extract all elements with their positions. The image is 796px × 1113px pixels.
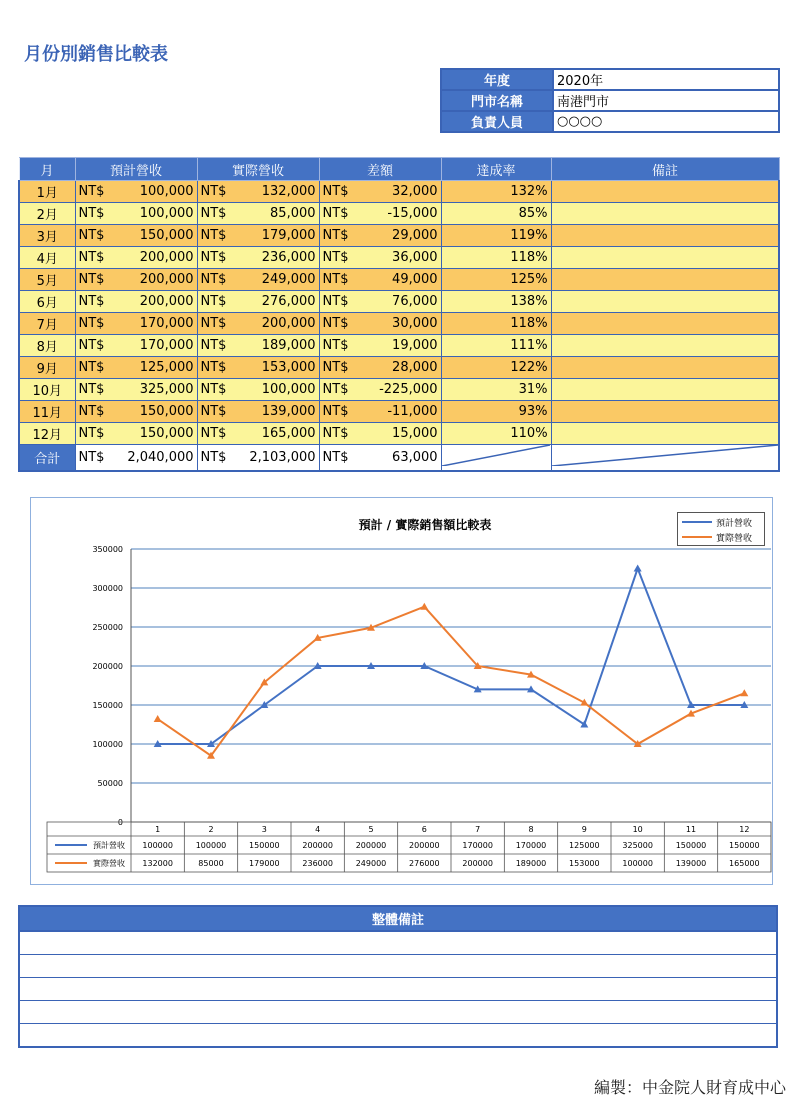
- rate-cell: 119%: [441, 225, 551, 247]
- actual-cell: 85,000: [233, 203, 319, 225]
- diff-cell: 30,000: [355, 313, 441, 335]
- note-cell[interactable]: [551, 225, 779, 247]
- month-cell: 9月: [19, 357, 75, 379]
- table-row: [19, 357, 779, 379]
- plan-cell: 170,000: [111, 335, 197, 357]
- remark-line[interactable]: [19, 978, 777, 1001]
- currency-label: NT$: [75, 247, 111, 269]
- actual-cell: 100,000: [233, 379, 319, 401]
- x-tick-label: 3: [261, 825, 267, 834]
- data-table-value: 150000: [729, 841, 760, 850]
- table-row: [19, 335, 779, 357]
- month-cell: 1月: [19, 181, 75, 203]
- rate-cell: 138%: [441, 291, 551, 313]
- sales-table: [18, 157, 780, 472]
- y-tick-label: 0: [117, 818, 123, 827]
- info-label: 負責人員: [441, 111, 553, 132]
- data-table-series-name: 預計營收: [93, 841, 125, 850]
- rate-cell: 110%: [441, 423, 551, 445]
- diff-cell: 49,000: [355, 269, 441, 291]
- x-tick-label: 11: [685, 825, 697, 834]
- rate-cell: 118%: [441, 247, 551, 269]
- data-table-value: 100000: [142, 841, 173, 850]
- currency-label: NT$: [75, 203, 111, 225]
- currency-label: NT$: [197, 181, 233, 203]
- currency-label: NT$: [319, 181, 355, 203]
- plan-cell: 150,000: [111, 423, 197, 445]
- currency-label: NT$: [197, 291, 233, 313]
- table-row: [19, 181, 779, 203]
- table-row: [19, 313, 779, 335]
- table-header-row: [19, 158, 779, 181]
- x-tick-label: 6: [421, 825, 427, 834]
- currency-label: NT$: [75, 291, 111, 313]
- table-row: [19, 291, 779, 313]
- info-row-store: [441, 90, 779, 111]
- header-rate: 達成率: [441, 158, 551, 181]
- currency-label: NT$: [197, 423, 233, 445]
- info-label: 門市名稱: [441, 90, 553, 111]
- plan-cell: 150,000: [111, 401, 197, 423]
- remarks-table: [18, 905, 778, 1048]
- actual-cell: 200,000: [233, 313, 319, 335]
- remark-line[interactable]: [19, 931, 777, 955]
- diff-cell: -225,000: [355, 379, 441, 401]
- currency-label: NT$: [197, 225, 233, 247]
- rate-cell: 132%: [441, 181, 551, 203]
- currency-label: NT$: [319, 203, 355, 225]
- diagonal-line: [552, 445, 778, 466]
- page-title: 月份別銷售比較表: [24, 44, 168, 65]
- note-cell[interactable]: [551, 313, 779, 335]
- plan-cell: 200,000: [111, 269, 197, 291]
- footer-credit: 編製：中金院人財育成中心: [593, 1078, 786, 1097]
- x-tick-label: 12: [739, 825, 750, 834]
- currency-label: NT$: [319, 291, 355, 313]
- currency-label: NT$: [75, 335, 111, 357]
- total-label: 合計: [19, 445, 75, 472]
- y-tick-label: 100000: [92, 740, 123, 749]
- total-actual: 2,103,000: [233, 445, 319, 472]
- y-tick-label: 350000: [92, 545, 123, 554]
- actual-cell: 189,000: [233, 335, 319, 357]
- data-table-value: 200000: [409, 841, 440, 850]
- diff-cell: -15,000: [355, 203, 441, 225]
- rate-cell: 93%: [441, 401, 551, 423]
- x-tick-label: 2: [208, 825, 214, 834]
- actual-cell: 179,000: [233, 225, 319, 247]
- info-value[interactable]: 南港門市: [553, 90, 779, 111]
- data-table-value: 100000: [622, 859, 653, 868]
- note-cell[interactable]: [551, 335, 779, 357]
- actual-cell: 165,000: [233, 423, 319, 445]
- note-cell[interactable]: [551, 181, 779, 203]
- note-cell[interactable]: [551, 379, 779, 401]
- info-value[interactable]: ○○○○: [553, 111, 779, 132]
- info-value[interactable]: 2020年: [553, 69, 779, 90]
- chart-title: 預計 / 實際銷售額比較表: [358, 518, 492, 532]
- currency-label: NT$: [75, 423, 111, 445]
- info-table: [440, 68, 780, 133]
- note-cell[interactable]: [551, 269, 779, 291]
- info-row-year: [441, 69, 779, 90]
- rate-cell: 122%: [441, 357, 551, 379]
- data-table-value: 153000: [569, 859, 600, 868]
- currency-label: NT$: [319, 357, 355, 379]
- legend-label: 預計營收: [716, 519, 753, 529]
- data-table-value: 150000: [249, 841, 280, 850]
- data-point: [740, 689, 748, 696]
- currency-label: NT$: [319, 313, 355, 335]
- month-cell: 8月: [19, 335, 75, 357]
- data-point: [154, 715, 162, 722]
- actual-cell: 139,000: [233, 401, 319, 423]
- month-cell: 12月: [19, 423, 75, 445]
- rate-cell: 111%: [441, 335, 551, 357]
- month-cell: 3月: [19, 225, 75, 247]
- legend-label: 實際營收: [716, 534, 753, 544]
- diagonal-line: [442, 445, 550, 466]
- header-actual: 實際營收: [197, 158, 319, 181]
- currency-label: NT$: [197, 335, 233, 357]
- note-cell[interactable]: [551, 401, 779, 423]
- diff-cell: 28,000: [355, 357, 441, 379]
- note-cell[interactable]: [551, 247, 779, 269]
- table-row: [19, 225, 779, 247]
- data-table-value: 189000: [515, 859, 547, 868]
- month-cell: 11月: [19, 401, 75, 423]
- currency-label: NT$: [197, 379, 233, 401]
- data-point: [634, 565, 642, 572]
- line-chart: [30, 497, 773, 885]
- month-cell: 5月: [19, 269, 75, 291]
- series-line-1: [158, 569, 745, 745]
- currency-label: NT$: [75, 269, 111, 291]
- x-tick-label: 7: [475, 825, 481, 834]
- month-cell: 6月: [19, 291, 75, 313]
- currency-label: NT$: [75, 181, 111, 203]
- data-table-value: 125000: [569, 841, 600, 850]
- currency-label: NT$: [319, 269, 355, 291]
- total-row: [19, 445, 779, 472]
- remark-line[interactable]: [19, 1001, 777, 1024]
- x-tick-label: 5: [368, 825, 374, 834]
- info-row-owner: [441, 111, 779, 132]
- currency-label: NT$: [75, 401, 111, 423]
- data-table-value: 276000: [409, 859, 440, 868]
- rate-cell: 125%: [441, 269, 551, 291]
- currency-label: NT$: [197, 247, 233, 269]
- actual-cell: 236,000: [233, 247, 319, 269]
- month-cell: 4月: [19, 247, 75, 269]
- plan-cell: 125,000: [111, 357, 197, 379]
- table-row: [19, 379, 779, 401]
- y-tick-label: 50000: [97, 779, 123, 788]
- legend-swatch: [682, 536, 712, 538]
- note-cell[interactable]: [551, 291, 779, 313]
- diff-cell: 32,000: [355, 181, 441, 203]
- note-cell[interactable]: [551, 203, 779, 225]
- data-table-value: 132000: [142, 859, 173, 868]
- diff-cell: 36,000: [355, 247, 441, 269]
- rate-cell: 31%: [441, 379, 551, 401]
- currency-label: NT$: [75, 379, 111, 401]
- diff-cell: -11,000: [355, 401, 441, 423]
- data-table-value: 100000: [195, 841, 227, 850]
- y-tick-label: 200000: [92, 662, 123, 671]
- plan-cell: 100,000: [111, 181, 197, 203]
- data-table-value: 200000: [302, 841, 333, 850]
- currency-label: NT$: [197, 401, 233, 423]
- legend-item-actual: [682, 530, 762, 544]
- total-note-cell: [551, 445, 779, 472]
- month-cell: 7月: [19, 313, 75, 335]
- currency-label: NT$: [319, 379, 355, 401]
- header-note: 備註: [551, 158, 779, 181]
- data-table-value: 150000: [675, 841, 707, 850]
- diff-cell: 15,000: [355, 423, 441, 445]
- x-tick-label: 9: [581, 825, 587, 834]
- actual-cell: 153,000: [233, 357, 319, 379]
- data-table-value: 179000: [249, 859, 280, 868]
- data-table-value: 325000: [622, 841, 653, 850]
- data-table-value: 236000: [302, 859, 333, 868]
- header-diff: 差額: [319, 158, 441, 181]
- currency-label: NT$: [319, 335, 355, 357]
- currency-label: NT$: [75, 357, 111, 379]
- rate-cell: 85%: [441, 203, 551, 225]
- note-cell[interactable]: [551, 423, 779, 445]
- table-row: [19, 269, 779, 291]
- currency-label: NT$: [319, 445, 355, 472]
- rate-cell: 118%: [441, 313, 551, 335]
- currency-label: NT$: [319, 401, 355, 423]
- diff-cell: 29,000: [355, 225, 441, 247]
- plan-cell: 325,000: [111, 379, 197, 401]
- legend-swatch: [682, 521, 712, 523]
- info-label: 年度: [441, 69, 553, 90]
- series-line-2: [158, 607, 745, 756]
- y-tick-label: 250000: [92, 623, 123, 632]
- currency-label: NT$: [75, 313, 111, 335]
- plan-cell: 150,000: [111, 225, 197, 247]
- data-table-value: 249000: [355, 859, 387, 868]
- chart-svg: [31, 498, 772, 884]
- y-tick-label: 300000: [92, 584, 123, 593]
- remark-line[interactable]: [19, 1024, 777, 1048]
- chart-legend: [677, 512, 765, 546]
- table-row: [19, 423, 779, 445]
- table-row: [19, 247, 779, 269]
- plan-cell: 200,000: [111, 291, 197, 313]
- currency-label: NT$: [197, 269, 233, 291]
- data-table-value: 200000: [355, 841, 387, 850]
- data-table-series-name: 實際營收: [93, 859, 125, 868]
- diff-cell: 19,000: [355, 335, 441, 357]
- data-table-value: 170000: [515, 841, 547, 850]
- currency-label: NT$: [197, 313, 233, 335]
- currency-label: NT$: [197, 445, 233, 472]
- x-tick-label: 1: [155, 825, 161, 834]
- note-cell[interactable]: [551, 357, 779, 379]
- data-table-value: 165000: [729, 859, 760, 868]
- plan-cell: 170,000: [111, 313, 197, 335]
- data-point: [420, 603, 428, 610]
- table-row: [19, 401, 779, 423]
- plan-cell: 200,000: [111, 247, 197, 269]
- currency-label: NT$: [197, 203, 233, 225]
- legend-item-plan: [682, 515, 762, 529]
- total-rate-cell: [441, 445, 551, 472]
- currency-label: NT$: [75, 225, 111, 247]
- currency-label: NT$: [319, 247, 355, 269]
- month-cell: 10月: [19, 379, 75, 401]
- x-tick-label: 8: [528, 825, 534, 834]
- diff-cell: 76,000: [355, 291, 441, 313]
- header-month: 月: [19, 158, 75, 181]
- plan-cell: 100,000: [111, 203, 197, 225]
- actual-cell: 249,000: [233, 269, 319, 291]
- currency-label: NT$: [319, 225, 355, 247]
- x-tick-label: 4: [315, 825, 321, 834]
- data-table-value: 200000: [462, 859, 493, 868]
- remarks-header: 整體備註: [19, 906, 777, 931]
- x-tick-label: 10: [632, 825, 643, 834]
- header-plan: 預計營收: [75, 158, 197, 181]
- data-table-value: 85000: [198, 859, 224, 868]
- y-tick-label: 150000: [92, 701, 123, 710]
- currency-label: NT$: [319, 423, 355, 445]
- currency-label: NT$: [75, 445, 111, 472]
- remark-line[interactable]: [19, 955, 777, 978]
- total-diff: 63,000: [355, 445, 441, 472]
- data-table-value: 170000: [462, 841, 493, 850]
- data-table-value: 139000: [675, 859, 707, 868]
- actual-cell: 276,000: [233, 291, 319, 313]
- total-plan: 2,040,000: [111, 445, 197, 472]
- currency-label: NT$: [197, 357, 233, 379]
- table-row: [19, 203, 779, 225]
- actual-cell: 132,000: [233, 181, 319, 203]
- month-cell: 2月: [19, 203, 75, 225]
